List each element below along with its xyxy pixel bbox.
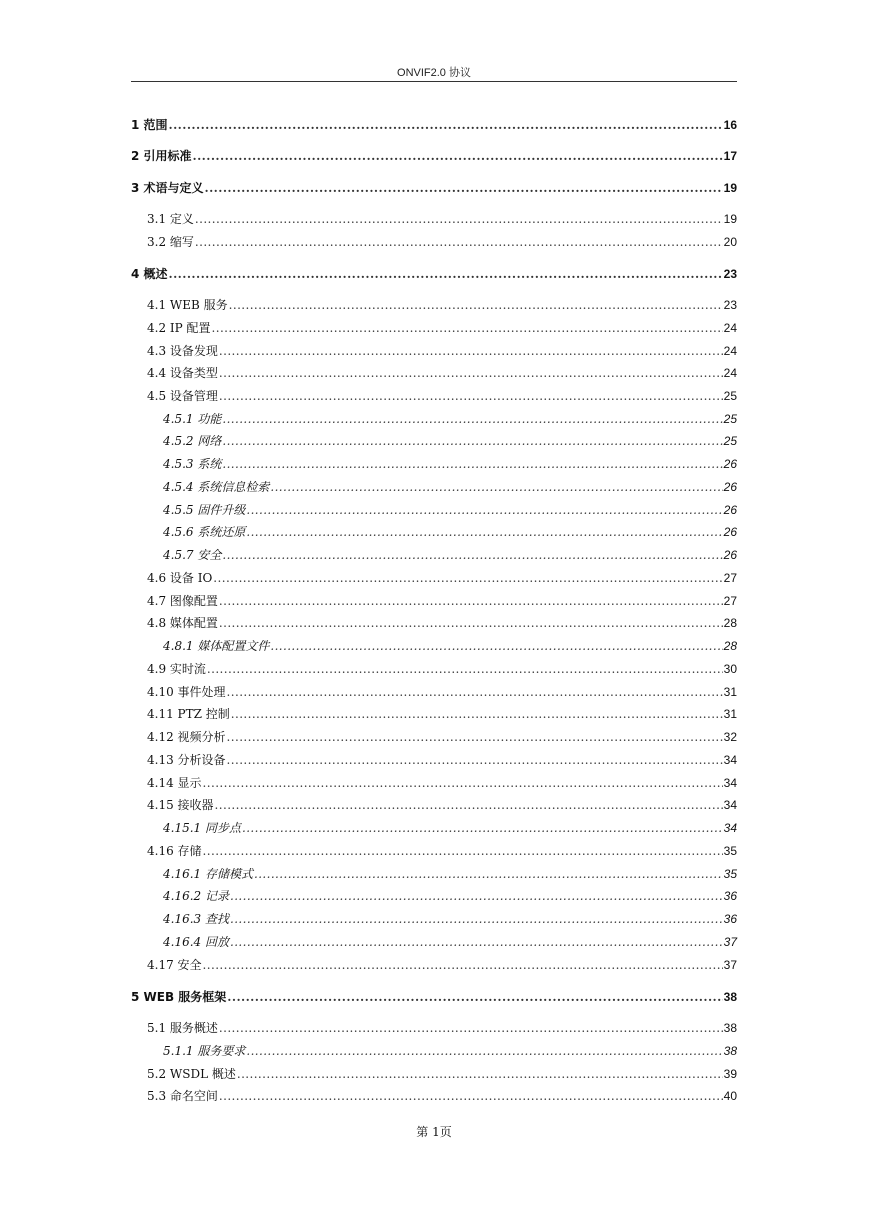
toc-entry-label: 4.16 存储 [147,844,202,858]
dot-leader [230,911,723,927]
dot-leader [219,1088,723,1104]
toc-entry[interactable] [147,1020,737,1036]
dot-leader [203,843,723,859]
dot-leader [169,266,723,282]
toc-entry-label: 4.5.6 系统还原 [163,525,246,539]
toc-entry[interactable] [147,570,737,586]
toc-entry-page-number: 38 [723,1021,737,1035]
toc-entry-page-number: 23 [723,298,737,312]
dot-leader [203,957,723,973]
dot-leader [213,570,722,586]
toc-entry-label: 5.1 服务概述 [147,1021,218,1035]
toc-entry-page-number: 32 [723,730,737,744]
toc-entry[interactable] [163,479,737,495]
toc-entry-page-number: 25 [723,389,737,403]
toc-entry[interactable] [163,411,737,427]
toc-entry-page-number: 27 [723,571,737,585]
toc-entry-page-number: 23 [723,267,737,281]
dot-leader [212,320,723,336]
dot-leader [227,684,723,700]
toc-entry[interactable] [147,1066,737,1082]
toc-entry[interactable] [147,211,737,227]
toc-entry-page-number: 35 [723,867,737,881]
toc-entry-page-number: 34 [723,798,737,812]
toc-entry-label: 5.2 WSDL 概述 [147,1067,236,1081]
toc-entry[interactable] [131,117,737,133]
dot-leader [195,211,723,227]
toc-entry[interactable] [147,1088,737,1104]
dot-leader [205,180,723,196]
dot-leader [219,615,723,631]
toc-entry-label: 4.2 IP 配置 [147,321,211,335]
dot-leader [195,234,723,250]
dot-leader [227,729,723,745]
toc-entry[interactable] [163,866,737,882]
dot-leader [246,502,722,518]
toc-entry[interactable] [147,615,737,631]
toc-entry-label: 4.16.2 记录 [163,889,229,903]
toc-entry-label: 5.1.1 服务要求 [163,1044,246,1058]
toc-entry-page-number: 26 [723,548,737,562]
toc-entry-page-number: 37 [723,935,737,949]
toc-entry-page-number: 19 [723,212,737,226]
dot-leader [222,547,722,563]
dot-leader [222,411,722,427]
toc-entry-page-number: 27 [723,594,737,608]
toc-entry[interactable] [147,684,737,700]
dot-leader [219,593,723,609]
dot-leader [230,888,723,904]
toc-entry-label: 2 引用标准 [131,149,192,163]
toc-entry[interactable] [163,888,737,904]
dot-leader [215,797,723,813]
toc-entry-label: 4.1 WEB 服务 [147,298,228,312]
toc-entry-page-number: 17 [723,149,737,163]
toc-entry[interactable] [163,1043,737,1059]
toc-entry-label: 4.4 设备类型 [147,366,218,380]
page-header-title: ONVIF2.0 协议 [397,67,471,79]
toc-entry[interactable] [131,266,737,282]
toc-entry-label: 4.5.7 安全 [163,548,222,562]
toc-entry[interactable] [147,343,737,359]
toc-entry[interactable] [163,524,737,540]
dot-leader [219,388,723,404]
toc-entry-page-number: 24 [723,344,737,358]
toc-entry-label: 4.8 媒体配置 [147,616,218,630]
toc-entry-label: 4.13 分析设备 [147,753,226,767]
dot-leader [254,866,723,882]
toc-entry[interactable] [163,638,737,654]
header-divider [131,81,737,82]
toc-entry[interactable] [163,934,737,950]
toc-entry-label: 4.5.5 固件升级 [163,503,246,517]
toc-entry[interactable] [131,148,737,164]
page-number-footer: 第 1页 [416,1125,452,1139]
toc-entry-label: 4.14 显示 [147,776,202,790]
dot-leader [227,989,722,1005]
toc-entry-page-number: 37 [723,958,737,972]
dot-leader [169,117,723,133]
toc-entry-page-number: 26 [723,525,737,539]
toc-entry-label: 4.11 PTZ 控制 [147,707,230,721]
toc-entry[interactable] [147,388,737,404]
toc-entry-label: 4.15.1 同步点 [163,821,241,835]
toc-entry-label: 4.16.4 回放 [163,935,229,949]
toc-entry-label: 1 范围 [131,118,168,132]
toc-entry-label: 3.1 定义 [147,212,194,226]
toc-entry-label: 4.3 设备发现 [147,344,218,358]
toc-entry[interactable] [147,775,737,791]
toc-entry-page-number: 38 [723,990,737,1004]
dot-leader [222,456,722,472]
toc-entry-page-number: 34 [723,821,737,835]
toc-entry-page-number: 36 [723,889,737,903]
dot-leader [229,297,723,313]
toc-entry-page-number: 38 [723,1044,737,1058]
toc-entry[interactable] [163,502,737,518]
toc-entry-page-number: 16 [723,118,737,132]
toc-entry-page-number: 28 [723,639,737,653]
toc-entry-page-number: 36 [723,912,737,926]
toc-entry[interactable] [147,297,737,313]
dot-leader [193,148,723,164]
toc-entry[interactable] [147,957,737,973]
toc-entry[interactable] [163,820,737,836]
toc-entry-page-number: 20 [723,235,737,249]
dot-leader [270,638,722,654]
toc-entry-page-number: 31 [723,707,737,721]
toc-entry-page-number: 26 [723,457,737,471]
toc-entry-label: 4.5.4 系统信息检索 [163,480,270,494]
toc-entry[interactable] [163,433,737,449]
toc-entry[interactable] [147,706,737,722]
dot-leader [231,706,723,722]
toc-entry-label: 5.3 命名空间 [147,1089,218,1103]
toc-entry-page-number: 19 [723,181,737,195]
dot-leader [242,820,723,836]
toc-entry-page-number: 26 [723,480,737,494]
dot-leader [237,1066,723,1082]
dot-leader [203,775,723,791]
dot-leader [246,1043,722,1059]
toc-entry[interactable] [131,989,737,1005]
toc-entry-page-number: 34 [723,753,737,767]
dot-leader [230,934,723,950]
toc-entry-page-number: 31 [723,685,737,699]
toc-entry-label: 4.5.3 系统 [163,457,222,471]
toc-entry[interactable] [131,180,737,196]
toc-entry-page-number: 24 [723,321,737,335]
toc-entry[interactable] [147,365,737,381]
dot-leader [270,479,722,495]
toc-entry-label: 4.5.1 功能 [163,412,222,426]
dot-leader [227,752,723,768]
toc-entry-label: 4 概述 [131,267,168,281]
dot-leader [246,524,722,540]
toc-entry-page-number: 28 [723,616,737,630]
toc-entry-page-number: 35 [723,844,737,858]
toc-entry-label: 4.9 实时流 [147,662,206,676]
toc-entry[interactable] [147,320,737,336]
toc-entry-page-number: 30 [723,662,737,676]
dot-leader [219,365,723,381]
toc-entry-label: 4.5.2 网络 [163,434,222,448]
toc-entry[interactable] [147,593,737,609]
toc-entry[interactable] [147,797,737,813]
toc-entry-label: 4.7 图像配置 [147,594,218,608]
toc-entry-page-number: 34 [723,776,737,790]
toc-entry-page-number: 25 [723,434,737,448]
toc-entry-label: 4.5 设备管理 [147,389,218,403]
toc-entry-label: 5 WEB 服务框架 [131,990,227,1004]
toc-entry-page-number: 39 [723,1067,737,1081]
dot-leader [219,343,723,359]
toc-entry-label: 3 术语与定义 [131,181,204,195]
toc-entry-page-number: 40 [723,1089,737,1103]
dot-leader [207,661,723,677]
toc-entry-label: 4.6 设备 IO [147,571,213,585]
dot-leader [222,433,722,449]
toc-entry[interactable] [163,911,737,927]
toc-entry[interactable] [163,547,737,563]
toc-entry-label: 4.15 接收器 [147,798,214,812]
toc-entry-label: 4.16.1 存储模式 [163,867,253,881]
toc-entry[interactable] [163,456,737,472]
toc-entry-page-number: 24 [723,366,737,380]
toc-entry[interactable] [147,729,737,745]
toc-entry-label: 4.10 事件处理 [147,685,226,699]
toc-entry-label: 3.2 缩写 [147,235,194,249]
toc-entry-page-number: 25 [723,412,737,426]
toc-entry[interactable] [147,661,737,677]
dot-leader [219,1020,723,1036]
toc-entry[interactable] [147,843,737,859]
toc-entry-label: 4.12 视频分析 [147,730,226,744]
toc-entry[interactable] [147,752,737,768]
toc-entry-page-number: 26 [723,503,737,517]
toc-entry-label: 4.17 安全 [147,958,202,972]
toc-entry-label: 4.8.1 媒体配置文件 [163,639,270,653]
toc-entry[interactable] [147,234,737,250]
toc-entry-label: 4.16.3 查找 [163,912,229,926]
